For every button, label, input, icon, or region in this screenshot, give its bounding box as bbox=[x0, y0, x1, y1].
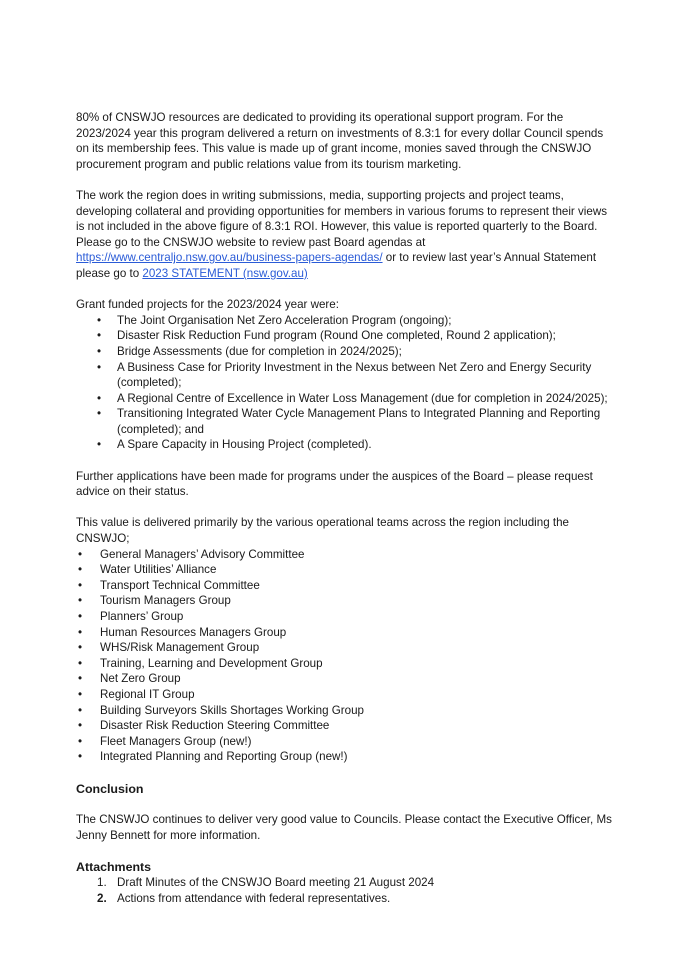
reporting-mid-text: or to review last year’s Annual Statement please go to bbox=[76, 251, 597, 280]
list-item: • General Managers’ Advisory Committee bbox=[76, 547, 616, 563]
document-page bbox=[76, 110, 616, 906]
attachment-item bbox=[76, 891, 616, 907]
list-item: • Disaster Risk Reduction Fund program (Round One completed, Round 2 application); bbox=[76, 328, 616, 344]
attachments-list bbox=[76, 875, 616, 906]
list-item: • Integrated Planning and Reporting Group (new!) bbox=[76, 749, 616, 765]
attachment-item bbox=[76, 875, 616, 891]
reporting-paragraph bbox=[76, 188, 616, 282]
conclusion-paragraph: The CNSWJO continues to deliver very good value to Councils. Please contact the Executive Officer, Ms Jenny Bennett for more information. bbox=[76, 813, 612, 842]
list-item: • Training, Learning and Development Group bbox=[76, 656, 616, 672]
list-item: • Fleet Managers Group (new!) bbox=[76, 734, 616, 750]
list-item: • The Joint Organisation Net Zero Acceleration Program (ongoing); bbox=[76, 313, 616, 329]
attachment-text: Actions from attendance with federal representatives. bbox=[117, 891, 391, 905]
list-item: • Planners’ Group bbox=[76, 609, 616, 625]
list-item: • Tourism Managers Group bbox=[76, 593, 616, 609]
teams-intro: This value is delivered primarily by the various operational teams across the region including the CNSWJO; bbox=[76, 516, 569, 546]
list-item: • Disaster Risk Reduction Steering Committee bbox=[76, 718, 616, 734]
list-item: • A Spare Capacity in Housing Project (completed). bbox=[76, 437, 616, 453]
attachments-heading: Attachments bbox=[76, 859, 152, 874]
grants-intro: Grant funded projects for the 2023/2024 year were: bbox=[76, 298, 339, 312]
attachment-number: 1. bbox=[97, 875, 107, 889]
list-item: • A Business Case for Priority Investment in the Nexus between Net Zero and Energy Security (completed); bbox=[76, 360, 616, 391]
attachment-number: 2. bbox=[97, 891, 107, 905]
list-item: • Transport Technical Committee bbox=[76, 578, 616, 594]
conclusion-heading: Conclusion bbox=[76, 781, 144, 796]
list-item: • Building Surveyors Skills Shortages Working Group bbox=[76, 703, 616, 719]
list-item: • Bridge Assessments (due for completion in 2024/2025); bbox=[76, 344, 616, 360]
list-item: • Water Utilities’ Alliance bbox=[76, 562, 616, 578]
list-item: • Net Zero Group bbox=[76, 671, 616, 687]
statement-link[interactable]: 2023 STATEMENT (nsw.gov.au) bbox=[142, 266, 308, 280]
list-item: • Transitioning Integrated Water Cycle Management Plans to Integrated Planning and Reporting (completed); and bbox=[76, 406, 616, 437]
roi-paragraph: 80% of CNSWJO resources are dedicated to providing its operational support program. For the 2023/2024 year this program delivered a return on investments of 8.3:1 for every dollar Council spends on its membership fees. This value is made up of grant income, monies saved through the CNSWJO procurement program and public relations value from its tourism marketing. bbox=[76, 111, 604, 171]
further-applications-paragraph: Further applications have been made for programs under the auspices of the Board – please request advice on their status. bbox=[76, 469, 593, 499]
grants-list bbox=[76, 313, 616, 453]
attachment-text: Draft Minutes of the CNSWJO Board meeting 21 August 2024 bbox=[117, 875, 435, 889]
list-item: • Regional IT Group bbox=[76, 687, 616, 703]
list-item: • Human Resources Managers Group bbox=[76, 625, 616, 641]
list-item: • WHS/Risk Management Group bbox=[76, 640, 616, 656]
business-papers-link[interactable]: https://www.centraljo.nsw.gov.au/business-papers-agendas/ bbox=[76, 251, 383, 265]
reporting-text: The work the region does in writing submissions, media, supporting projects and project teams, developing collateral and providing opportunities for members in various forums to represent their views is not included in the above figure of 8.3:1 ROI. However, this value is reported quarterly to the Board. Please go to the CNSWJO website to review past Board agendas at bbox=[76, 188, 608, 249]
teams-list bbox=[76, 547, 616, 765]
list-item: • A Regional Centre of Excellence in Water Loss Management (due for completion in 2024/2025); bbox=[76, 391, 616, 407]
